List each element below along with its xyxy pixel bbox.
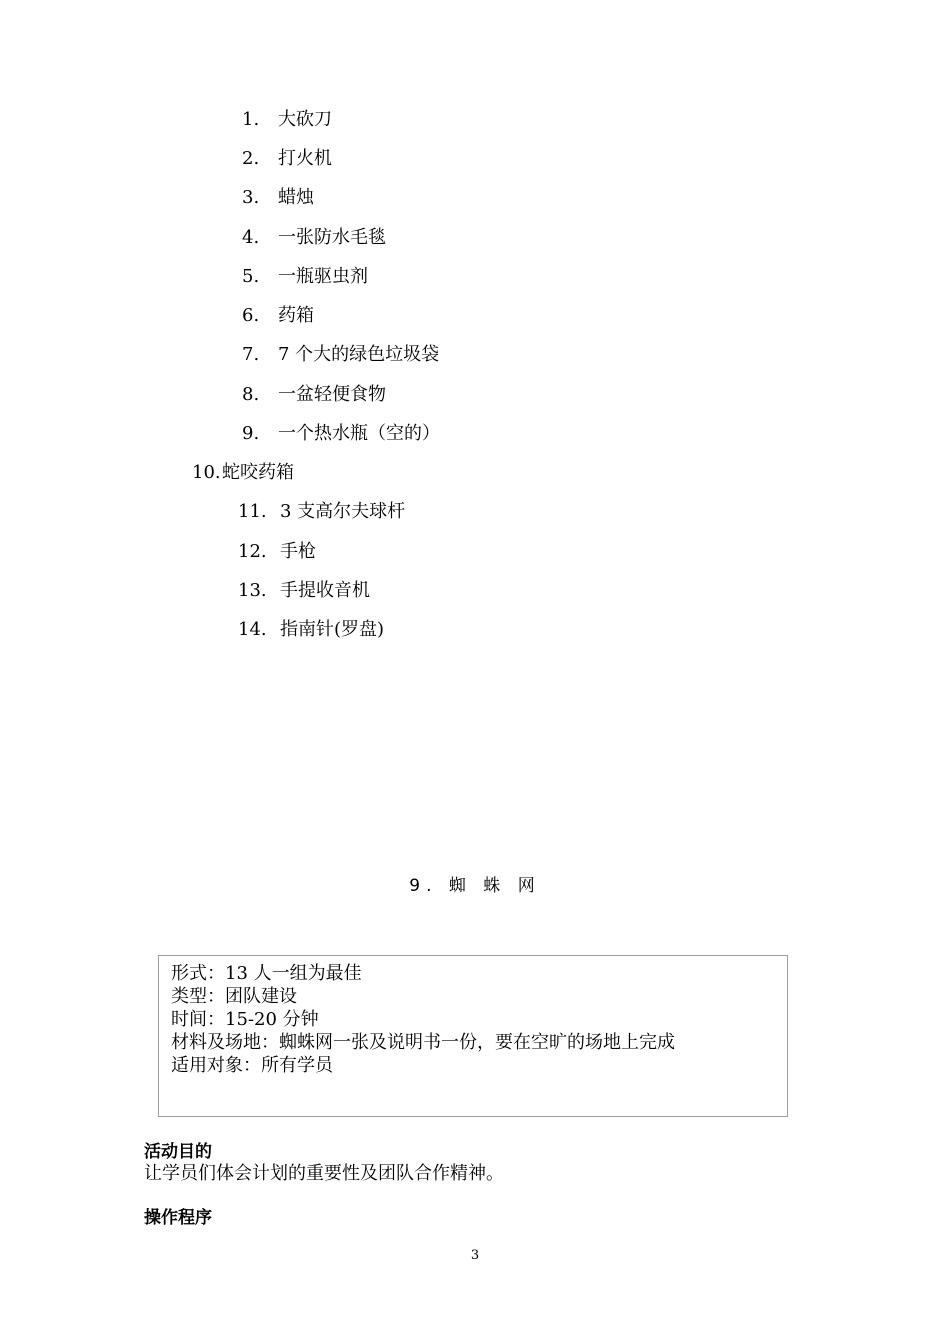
info-time: 时间：15-20 分钟 — [171, 1009, 319, 1030]
list-item-number: 8. — [242, 384, 260, 405]
list-item-number: 3. — [242, 187, 260, 208]
list-item-number: 9. — [242, 423, 260, 444]
list-item-text: 打火机 — [278, 148, 332, 169]
list-item-text: 药箱 — [278, 305, 314, 326]
list-item-text: 指南针(罗盘) — [280, 619, 385, 640]
list-item-text: 3 支高尔夫球杆 — [280, 501, 406, 522]
list-item-text: 一个热水瓶（空的） — [278, 423, 440, 444]
list-item-text: 蛇咬药箱 — [222, 462, 294, 483]
list-item-text: 蜡烛 — [278, 187, 314, 208]
purpose-text: 让学员们体会计划的重要性及团队合作精神。 — [144, 1163, 504, 1184]
list-item-text: 一瓶驱虫剂 — [278, 266, 368, 287]
list-item-number: 10. — [192, 462, 221, 483]
list-item-number: 6. — [242, 305, 260, 326]
section-title: 9. 蜘 蛛 网 — [409, 876, 541, 896]
list-item-text: 一盆轻便食物 — [278, 384, 386, 405]
info-materials: 材料及场地：蜘蛛网一张及说明书一份，要在空旷的场地上完成 — [171, 1032, 675, 1053]
purpose-heading: 活动目的 — [144, 1142, 212, 1162]
procedure-heading: 操作程序 — [144, 1208, 212, 1228]
list-item-number: 2. — [242, 148, 260, 169]
list-item-number: 12. — [238, 541, 267, 562]
list-item-number: 11. — [238, 501, 267, 522]
page-number: 3 — [470, 1248, 480, 1263]
info-audience: 适用对象：所有学员 — [171, 1055, 333, 1076]
list-item-number: 14. — [238, 619, 267, 640]
activity-info-box — [158, 955, 788, 1117]
list-item-number: 1. — [242, 109, 260, 130]
info-form: 形式：13 人一组为最佳 — [171, 963, 362, 984]
list-item-number: 7. — [242, 344, 260, 365]
list-item-text: 7 个大的绿色垃圾袋 — [278, 344, 440, 365]
list-item-text: 大砍刀 — [278, 109, 332, 130]
list-item-text: 手枪 — [280, 541, 316, 562]
list-item-text: 手提收音机 — [280, 580, 370, 601]
info-type: 类型：团队建设 — [171, 986, 297, 1007]
list-item-number: 4. — [242, 227, 260, 248]
list-item-number: 5. — [242, 266, 260, 287]
list-item-number: 13. — [238, 580, 267, 601]
list-item-text: 一张防水毛毯 — [278, 227, 386, 248]
